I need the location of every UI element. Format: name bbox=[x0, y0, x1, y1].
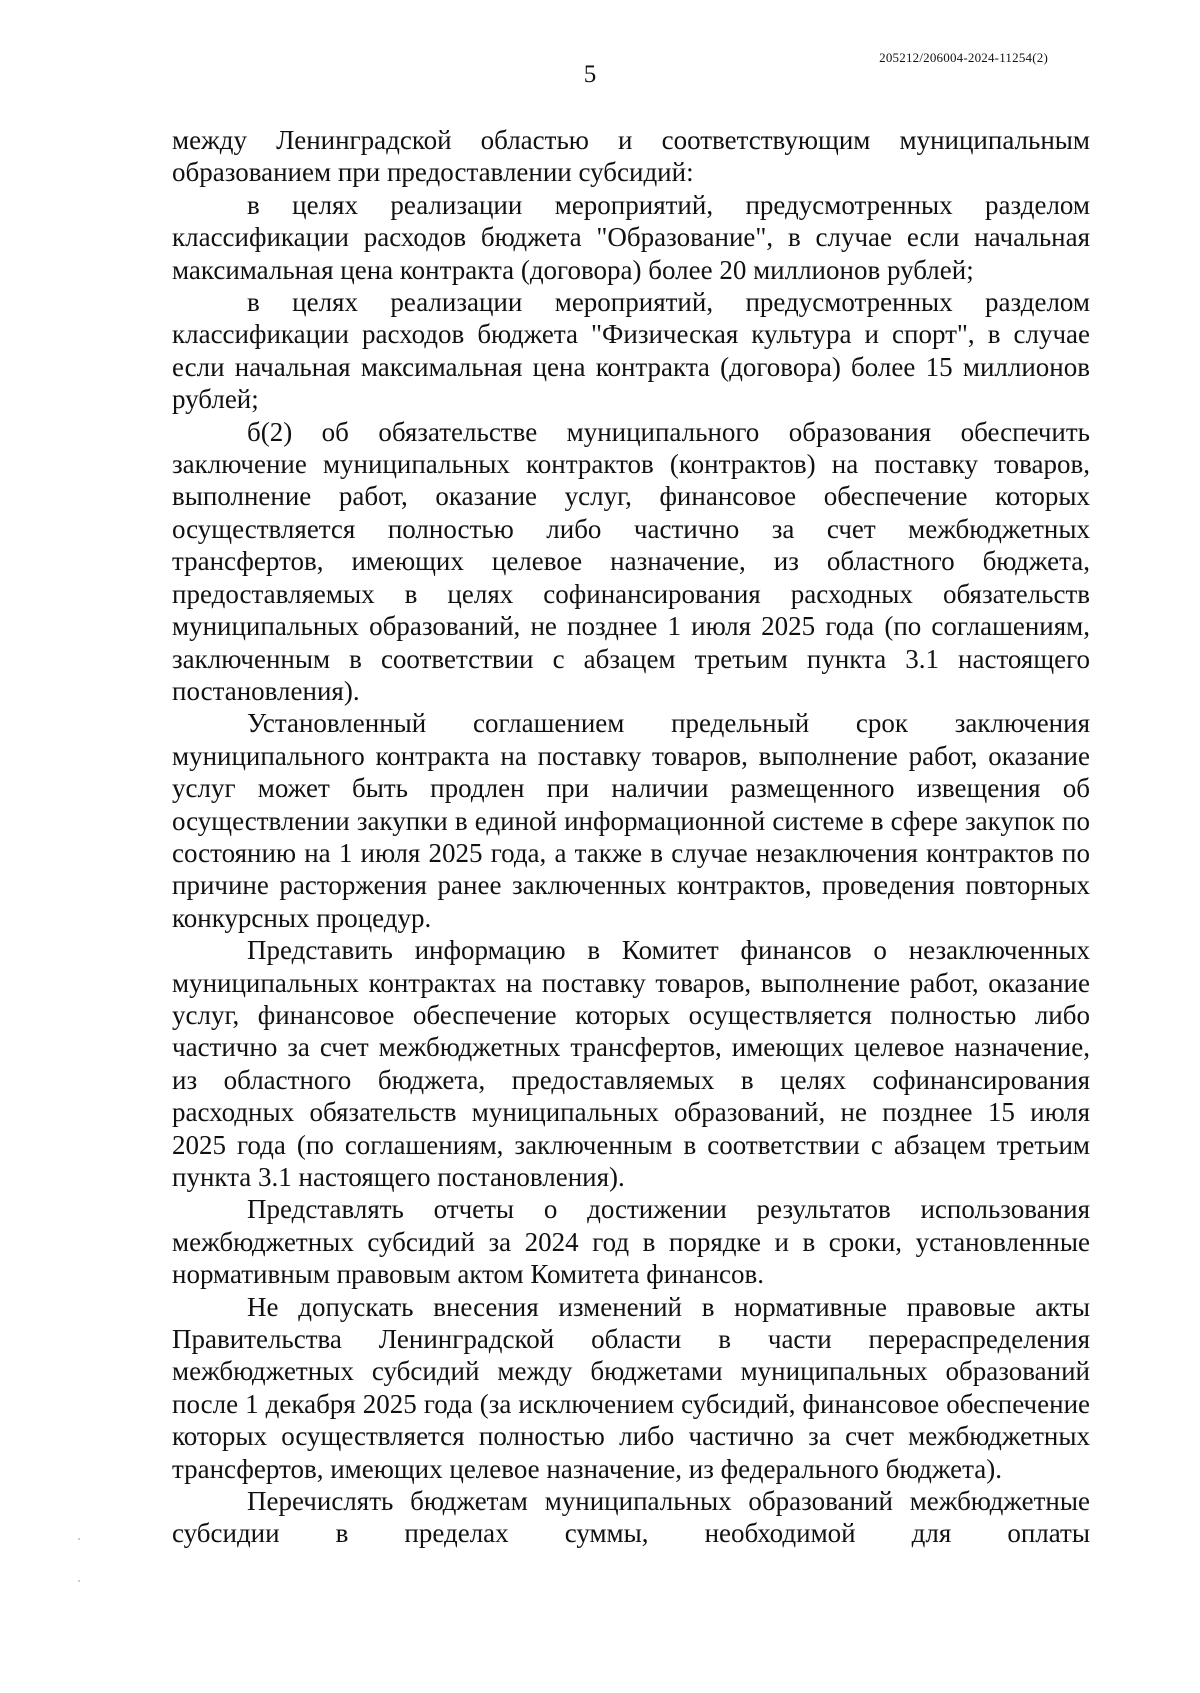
document-body bbox=[172, 124, 1090, 1550]
scan-speck bbox=[78, 1580, 80, 1582]
paragraph: Не допускать внесения изменений в нормативные правовые акты Правительства Ленинградской области в части перераспределения межбюджетных субсидий между бюджетами муниципальных образований после 1 декабря 2025 года (за исключением субсидий, финансовое обеспечение которых осуществляется полностью либо частично за счет межбюджетных трансфертов, имеющих целевое назначение, из федерального бюджета). bbox=[172, 1291, 1090, 1484]
paragraph: Перечислять бюджетам муниципальных образований межбюджетные субсидии в пределах суммы, необходимой для оплаты bbox=[172, 1486, 1090, 1549]
paragraph: в целях реализации мероприятий, предусмотренных разделом классификации расходов бюджета "Физическая культура и спорт", в случае если начальная максимальная цена контракта (договора) более 15 миллионов рублей; bbox=[172, 287, 1090, 415]
document-id: 205212/206004-2024-11254(2) bbox=[879, 50, 1048, 65]
paragraph: Представлять отчеты о достижении результатов использования межбюджетных субсидий за 2024 год в порядке и в сроки, установленные нормативным правовым актом Комитета финансов. bbox=[172, 1194, 1090, 1290]
scan-speck bbox=[78, 1538, 80, 1540]
page-number: 5 bbox=[583, 61, 597, 88]
paragraph: Установленный соглашением предельный срок заключения муниципального контракта на поставку товаров, выполнение работ, оказание услуг может быть продлен при наличии размещенного извещения об осуществлении закупки в единой информационной системе в сфере закупок по состоянию на 1 июля 2025 года, а также в случае незаключения контрактов по причине расторжения ранее заключенных контрактов, проведения повторных конкурсных процедур. bbox=[172, 708, 1090, 933]
paragraph: в целях реализации мероприятий, предусмотренных разделом классификации расходов бюджета "Образование", в случае если начальная максимальная цена контракта (договора) более 20 миллионов рублей; bbox=[172, 189, 1090, 285]
paragraph: между Ленинградской областью и соответствующим муниципальным образованием при предоставлении субсидий: bbox=[172, 125, 1090, 188]
paragraph: б(2) об обязательстве муниципального образования обеспечить заключение муниципальных контрактов (контрактов) на поставку товаров, выполнение работ, оказание услуг, финансовое обеспечение которых осуществляется полностью либо частично за счет межбюджетных трансфертов, имеющих целевое назначение, из областного бюджета, предоставляемых в целях софинансирования расходных обязательств муниципальных образований, не позднее 1 июля 2025 года (по соглашениям, заключенным в соответствии с абзацем третьим пункта 3.1 настоящего постановления). bbox=[172, 416, 1090, 706]
paragraph: Представить информацию в Комитет финансов о незаключенных муниципальных контрактах на поставку товаров, выполнение работ, оказание услуг, финансовое обеспечение которых осуществляется полностью либо частично за счет межбюджетных трансфертов, имеющих целевое назначение, из областного бюджета, предоставляемых в целях софинансирования расходных обязательств муниципальных образований, не позднее 15 июля 2025 года (по соглашениям, заключенным в соответствии с абзацем третьим пункта 3.1 настоящего постановления). bbox=[172, 935, 1090, 1192]
